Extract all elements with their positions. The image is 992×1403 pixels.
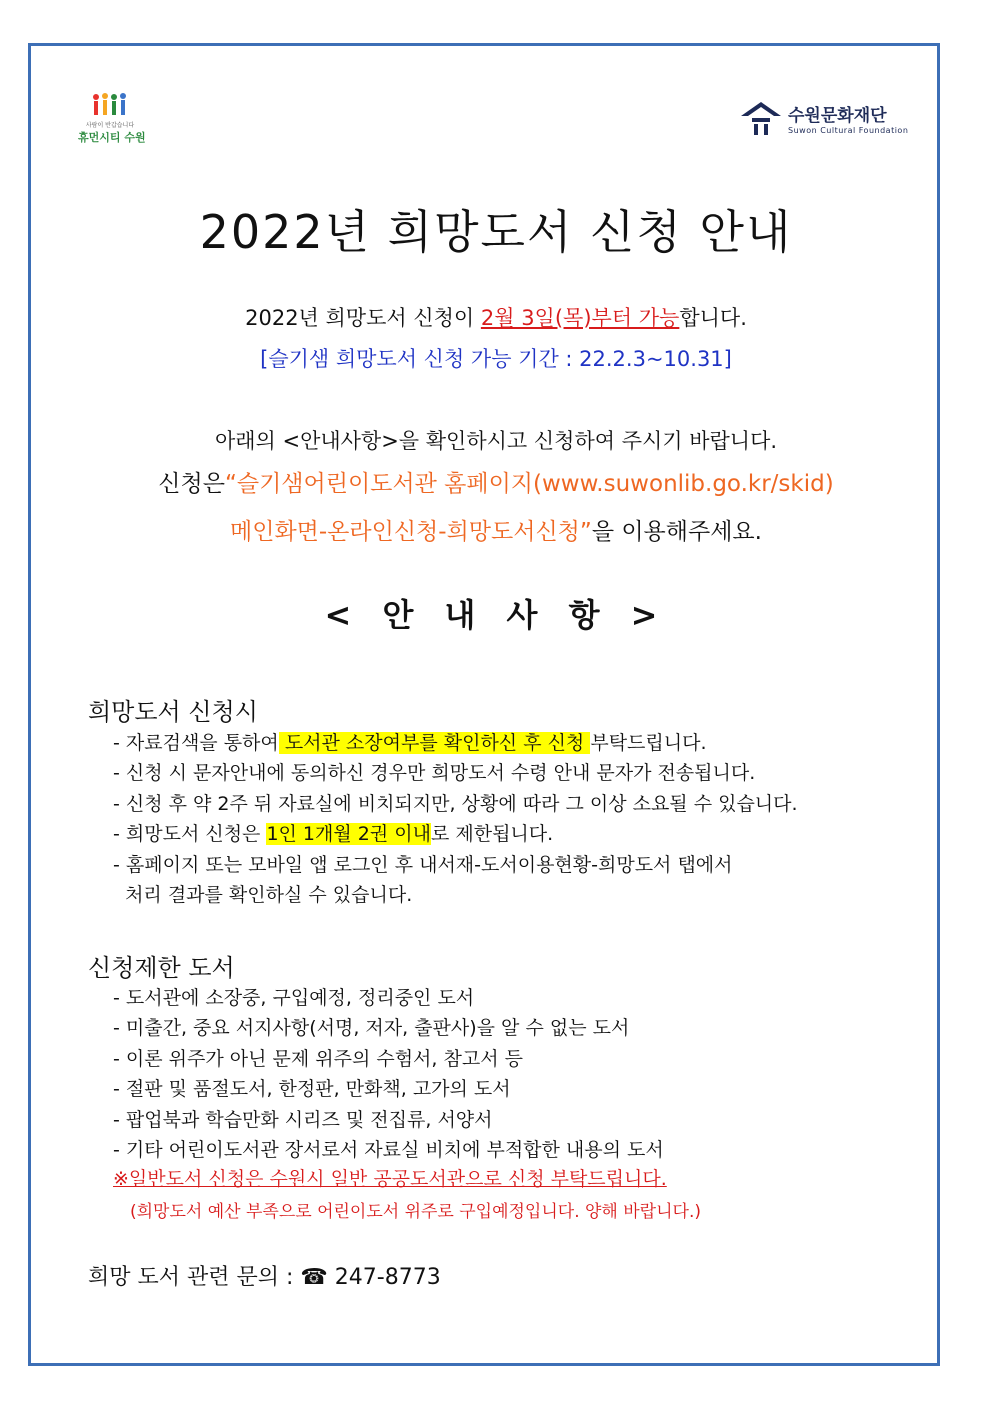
list-item: 처리 결과를 확인하실 수 있습니다. bbox=[113, 883, 413, 906]
roof-icon bbox=[740, 100, 782, 136]
list-item: - 미출간, 중요 서지사항(서명, 저자, 출판사)을 알 수 없는 도서 bbox=[113, 1017, 630, 1040]
list-item: - 이론 위주가 아닌 문제 위주의 수험서, 참고서 등 bbox=[113, 1047, 523, 1070]
page-title: 2022년 희망도서 신청 안내 bbox=[199, 205, 793, 259]
apply-period: [슬기샘 희망도서 신청 가능 기간 : 22.2.3~10.31] bbox=[260, 347, 732, 371]
general-book-note: ※일반도서 신청은 수원시 일반 공공도서관으로 신청 부탁드립니다. bbox=[113, 1168, 667, 1190]
intro-line-5 bbox=[0, 513, 992, 546]
list-item bbox=[113, 728, 798, 758]
budget-note: (희망도서 예산 부족으로 어린이도서 위주로 구입예정입니다. 양해 바랍니다.) bbox=[130, 1202, 701, 1222]
contact-info bbox=[88, 1260, 441, 1291]
item-text: 부탁드립니다. bbox=[590, 732, 707, 754]
list-item: - 절판 및 품절도서, 한정판, 만화책, 고가의 도서 bbox=[113, 1078, 511, 1101]
contact-label: 희망 도서 관련 문의 : bbox=[88, 1265, 301, 1290]
intro-line-4 bbox=[0, 465, 992, 498]
list-item: - 도서관에 소장중, 구입예정, 정리중인 도서 bbox=[113, 987, 475, 1009]
apply-list bbox=[113, 728, 798, 910]
list-item bbox=[113, 819, 798, 849]
phone-icon: ☎ bbox=[300, 1265, 328, 1290]
list-item: - 팝업북과 학습만화 시리즈 및 전집류, 서양서 bbox=[113, 1108, 493, 1131]
highlighted-text: 1인 1개월 2권 이내 bbox=[266, 823, 431, 846]
restrict-heading: 신청제한 도서 bbox=[88, 954, 235, 982]
humancity-suwon-logo bbox=[78, 92, 146, 145]
apply-heading: 희망도서 신청시 bbox=[88, 698, 258, 726]
intro-text: 합니다. bbox=[679, 306, 747, 330]
notice-section-title: < 안 내 사 항 > bbox=[324, 596, 668, 634]
list-item: - 신청 후 약 2주 뒤 자료실에 비치되지만, 상황에 따라 그 이상 소요될 수 있습니다. bbox=[113, 792, 798, 815]
menu-path: 메인화면-온라인신청-희망도서신청” bbox=[230, 519, 592, 545]
apply-start-date: 2월 3일(목)부터 가능 bbox=[480, 306, 680, 330]
highlighted-text: 도서관 소장여부를 확인하신 후 신청 bbox=[278, 732, 591, 754]
intro-text: 2022년 희망도서 신청이 bbox=[245, 306, 481, 330]
list-item: - 홈페이지 또는 모바일 앱 로그인 후 내서재-도서이용현황-희망도서 탭에서 bbox=[113, 853, 733, 876]
intro-text: 신청은 bbox=[158, 471, 225, 497]
foundation-name-kr: 수원문화재단 bbox=[788, 106, 887, 126]
item-text: - 희망도서 신청은 bbox=[113, 823, 267, 846]
homepage-link[interactable]: “슬기샘어린이도서관 홈페이지(www.suwonlib.go.kr/skid) bbox=[224, 471, 834, 497]
suwon-cultural-foundation-logo bbox=[740, 100, 908, 136]
restrict-list bbox=[113, 983, 664, 1165]
logo-slogan: 사람이 반갑습니다 bbox=[85, 122, 135, 129]
intro-line-1 bbox=[0, 302, 992, 332]
item-text: - 자료검색을 통하여 bbox=[113, 732, 279, 754]
intro-line-3: 아래의 <안내사항>을 확인하시고 신청하여 주시기 바랍니다. bbox=[214, 429, 778, 453]
intro-text: 을 이용해주세요. bbox=[591, 519, 762, 545]
list-item: - 기타 어린이도서관 장서로서 자료실 비치에 부적합한 내용의 도서 bbox=[113, 1138, 664, 1161]
contact-number: 247-8773 bbox=[327, 1265, 441, 1290]
foundation-name-en: Suwon Cultural Foundation bbox=[788, 126, 909, 135]
list-item: - 신청 시 문자안내에 동의하신 경우만 희망도서 수령 안내 문자가 전송됩니다. bbox=[113, 762, 756, 785]
logo-name: 휴먼시티 수원 bbox=[78, 131, 146, 144]
people-icon bbox=[90, 92, 130, 118]
item-text: 로 제한됩니다. bbox=[430, 823, 554, 846]
